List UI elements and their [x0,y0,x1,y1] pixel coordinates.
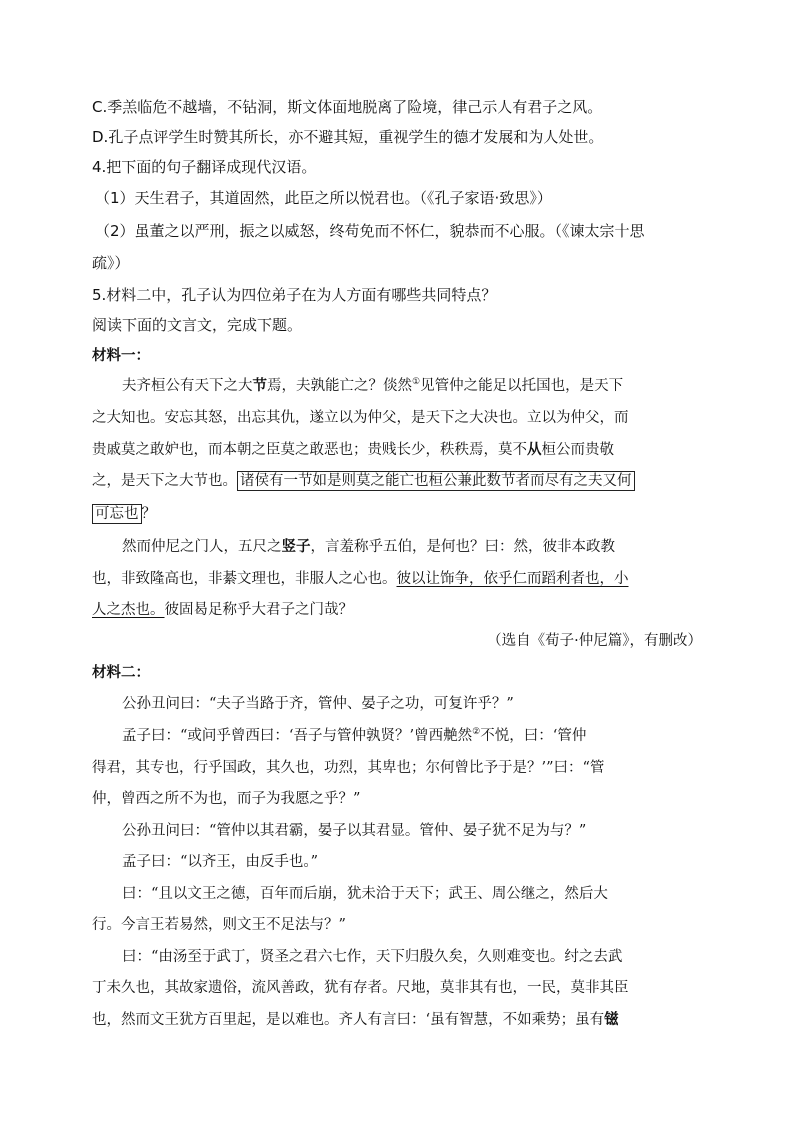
material-2-line: 公孙丑问曰：“夫子当路于齐，管仲、晏子之功，可复许乎？” [122,696,514,712]
text-span: 焉，夫孰能亡之？倓然 [267,378,412,394]
underlined-passage: 彼以让饰争，依乎仁而蹈利者也，小 [396,571,629,587]
material-2-line: 孟子曰：“以齐王，由反手也。” [122,854,319,870]
material-2-line [92,1010,619,1030]
boxed-passage: 可忘也 [92,504,142,524]
material-2-line: 曰：“且以文王之德，百年而后崩，犹未洽于天下；武王、周公继之，然后大 [122,886,608,902]
material-1-line [92,600,353,620]
footnote-marker: ② [472,727,481,738]
material-1-line [92,471,635,491]
material-1-line [92,504,156,524]
highlight-word: 从 [527,441,542,458]
highlight-word: 镃 [604,1011,619,1028]
text-span: 贵戚莫之敢妒也，而本朝之臣莫之敢恶也；贵贱长少，秩秩焉，莫不 [92,442,527,458]
material-2-heading: 材料二： [92,664,150,681]
text-span: 孟子曰：“或问乎曾西曰：‘吾子与管仲孰贤？’曾西艴然 [122,728,473,744]
text-span: ？ [141,506,156,522]
text-span: 见管仲之能足以托国也，是天下 [420,378,624,394]
material-1-line [92,440,614,460]
material-2-line: 得君，其专也，行乎国政，其久也，功烈，其卑也；尔何曾比予于是？’”曰：“管 [92,760,605,776]
text-span: 之，是天下之大节也。 [92,473,237,489]
underlined-passage: 人之杰也。 [92,602,165,618]
material-2-line [122,726,586,746]
material-1-line [122,376,623,396]
text-span: 然而仲尼之门人，五尺之 [122,539,282,555]
question-4-2-cont: 疏》） [92,254,130,272]
text-span: 夫齐桓公有天下之大 [122,378,253,394]
text-span: 不悦，曰：‘管仲 [480,728,587,744]
material-1-source: （选自《荀子·仲尼篇》，有删改） [487,633,702,649]
boxed-passage: 诸侯有一节如是则莫之能亡也桓公兼此数节者而尽有之夫又何 [237,471,635,491]
question-4-1: （1）天生君子，其道固然，此臣之所以悦君也。（《孔子家语·致思》） [95,189,552,207]
text-span: 桓公而贵敬 [541,442,614,458]
material-2-line: 行。今言王若易然，则文王不足法与？” [92,917,346,933]
material-1-heading: 材料一： [92,347,150,364]
material-2-line: 公孙丑问曰：“管仲以其君霸，晏子以其君显。管仲、晏子犹不足为与？” [122,823,587,839]
highlight-word: 竖子 [281,538,311,555]
text-span: 也，然而文王犹方百里起，是以难也。齐人有言曰：‘虽有智慧，不如乘势；虽有 [92,1012,605,1028]
question-5: 5.材料二中，孔子认为四位弟子在为人方面有哪些共同特点？ [92,286,497,304]
material-1-line [122,537,615,557]
highlight-word: 节 [252,377,267,394]
text-span: ，言羞称乎五伯，是何也？曰：然，彼非本政教 [310,539,615,555]
text-span: 彼固曷足称乎大君子之门哉？ [164,602,353,618]
option-c: C.季羔临危不越墙，不钻洞，斯文体面地脱离了险境，律己示人有君子之风。 [92,98,603,116]
material-1-line [92,569,629,589]
material-2-line: 曰：“由汤至于武丁，贤圣之君六七作，天下归殷久矣，久则难变也。纣之去武 [122,949,623,965]
material-1-line: 之大知也。安忘其怒，出忘其仇，遂立以为仲父，是天下之大决也。立以为仲父，而 [92,410,629,426]
footnote-marker: ① [412,377,421,388]
text-span: 也，非致隆高也，非綦文理也，非服人之心也。 [92,571,397,587]
reading-instruction: 阅读下面的文言文，完成下题。 [92,316,303,334]
material-2-line: 丁未久也，其故家遗俗，流风善政，犹有存者。尺地，莫非其有也，一民，莫非其臣 [92,980,629,996]
question-4-2: （2）虽董之以严刑，振之以威怒，终苟免而不怀仁，貌恭而不心服。（《谏太宗十思 [95,222,645,240]
option-d: D.孔子点评学生时赞其所长，亦不避其短，重视学生的德才发展和为人处世。 [92,128,604,146]
question-4: 4.把下面的句子翻译成现代汉语。 [92,158,317,176]
material-2-line: 仲，曾西之所不为也，而子为我愿之乎？” [92,791,361,807]
